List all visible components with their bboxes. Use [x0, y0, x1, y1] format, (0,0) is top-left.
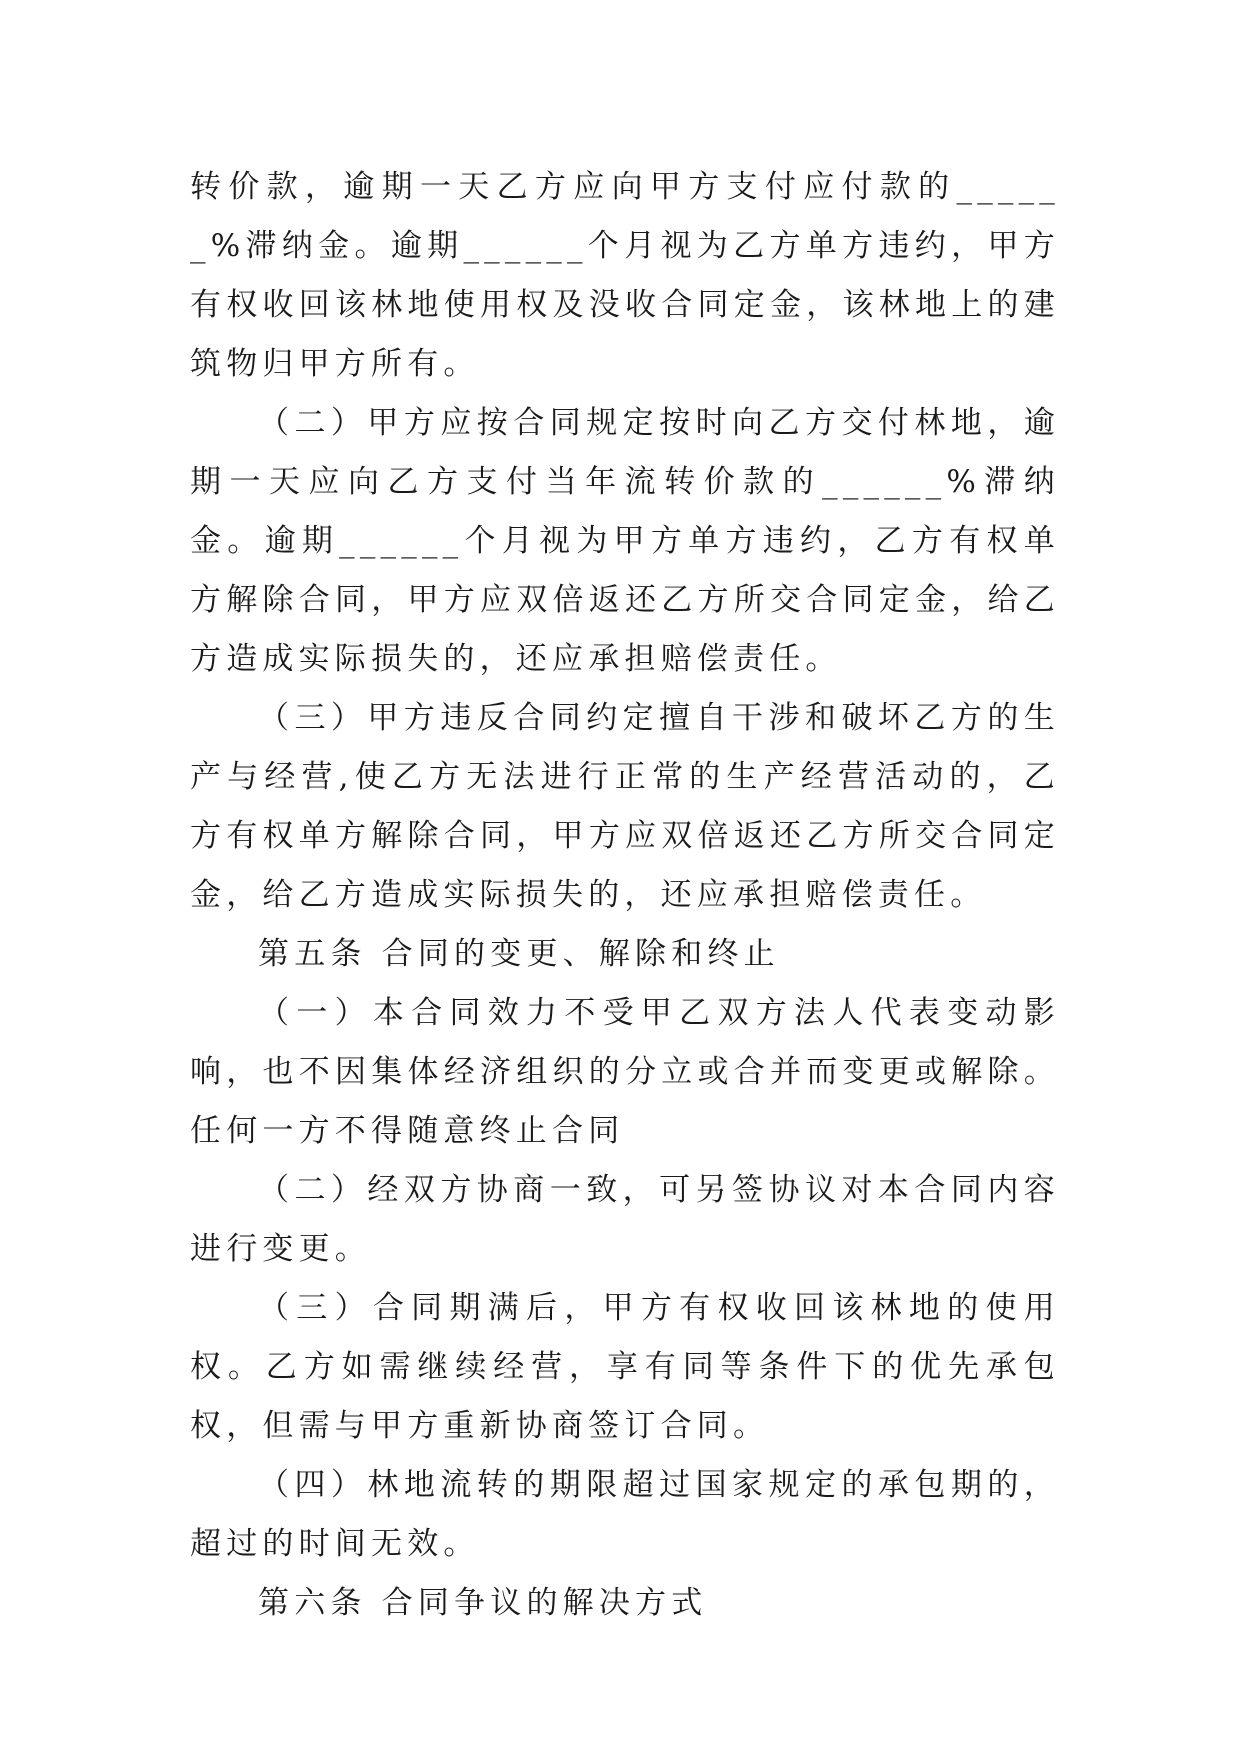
document-body [190, 158, 1060, 1633]
article-5-heading: 第五条 合同的变更、解除和终止 [258, 936, 780, 972]
paragraph-penalty-party-a-delivery: （二）甲方应按合同规定按时向乙方交付林地，逾期一天应向乙方支付当年流转价款的______%滞纳金。逾期______个月视为甲方单方违约，乙方有权单方解除合同，甲方应双倍返还乙方所交合同定金，给乙方造成实际损失的，还应承担赔偿责任。 [190, 405, 1060, 677]
article-5-clause-2: （二）经双方协商一致，可另签协议对本合同内容进行变更。 [190, 1172, 1060, 1267]
article-6-heading: 第六条 合同争议的解决方式 [258, 1585, 708, 1621]
article-5-clause-3: （三）合同期满后，甲方有权收回该林地的使用权。乙方如需继续经营，享有同等条件下的优先承包权，但需与甲方重新协商签订合同。 [190, 1290, 1060, 1444]
paragraph-penalty-party-b: 转价款，逾期一天乙方应向甲方支付应付款的______%滞纳金。逾期______个月视为乙方单方违约，甲方有权收回该林地使用权及没收合同定金，该林地上的建筑物归甲方所有。 [190, 169, 1060, 382]
paragraph-penalty-party-a-interference: （三）甲方违反合同约定擅自干涉和破坏乙方的生产与经营,使乙方无法进行正常的生产经营活动的，乙方有权单方解除合同，甲方应双倍返还乙方所交合同定金，给乙方造成实际损失的，还应承担赔偿责任。 [190, 700, 1060, 913]
article-5-clause-1: （一）本合同效力不受甲乙双方法人代表变动影响，也不因集体经济组织的分立或合并而变更或解除。任何一方不得随意终止合同 [190, 995, 1060, 1149]
article-5-clause-4: （四）林地流转的期限超过国家规定的承包期的，超过的时间无效。 [190, 1467, 1060, 1562]
